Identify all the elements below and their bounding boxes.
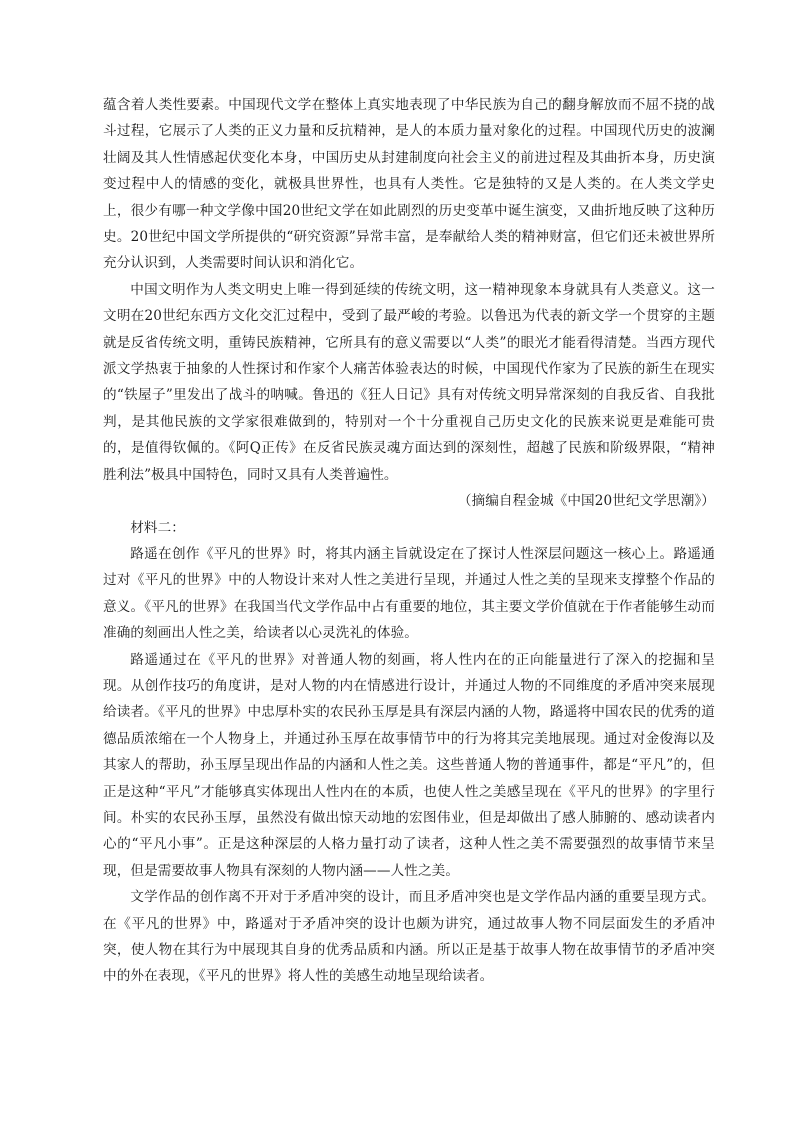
document-page <box>103 92 715 990</box>
paragraph: 路遥通过在《平凡的世界》对普通人物的刻画，将人性内在的正向能量进行了深入的挖掘和呈现。从创作技巧的角度讲，是对人物的内在情感进行设计，并通过人物的不同维度的矛盾冲突来展现给读者。《平凡的世界》中忠厚朴实的农民孙玉厚是具有深层内涵的人物，路遥将中国农民的优秀的道德品质浓缩在一个人物身上，并通过孙玉厚在故事情节中的行为将其完美地展现。通过对金俊海以及其家人的帮助，孙玉厚呈现出作品的内涵和人性之美。这些普通人物的普通事件，都是“平凡”的，但正是这种“平凡”才能够真实体现出人性内在的本质，也使人性之美感呈现在《平凡的世界》的字里行间。朴实的农民孙玉厚，虽然没有做出惊天动地的宏图伟业，但是却做出了感人肺腑的、感动读者内心的“平凡小事”。正是这种深层的人格力量打动了读者，这种人性之美不需要强烈的故事情节来呈现，但是需要故事人物具有深刻的人物内涵——人性之美。 <box>103 651 715 879</box>
source-citation: （摘编自程金城《中国20世纪文学思潮》） <box>457 493 715 510</box>
paragraph: 路遥在创作《平凡的世界》时，将其内涵主旨就设定在了探讨人性深层问题这一核心上。路遥通过对《平凡的世界》中的人物设计来对人性之美进行呈现，并通过人性之美的呈现来支撑整个作品的意义。《平凡的世界》在我国当代文学作品中占有重要的地位，其主要文学价值就在于作者能够生动而准确的刻画出人性之美，给读者以心灵洗礼的体验。 <box>103 545 715 642</box>
paragraph: 文学作品的创作离不开对于矛盾冲突的设计，而且矛盾冲突也是文学作品内涵的重要呈现方式。在《平凡的世界》中，路遥对于矛盾冲突的设计也颇为讲究，通过故事人物不同层面发生的矛盾冲突，使人物在其行为中展现其自身的优秀品质和内涵。所以正是基于故事人物在故事情节的矛盾冲突中的外在表现，《平凡的世界》将人性的美感生动地呈现给读者。 <box>103 889 715 985</box>
paragraph-continued: 蕴含着人类性要素。中国现代文学在整体上真实地表现了中华民族为自己的翻身解放而不屈不挠的战斗过程，它展示了人类的正义力量和反抗精神，是人的本质力量对象化的过程。中国现代历史的波澜壮阔及其人性情感起伏变化本身，中国历史从封建制度向社会主义的前进过程及其曲折本身，历史演变过程中人的情感的变化，就极具世界性，也具有人类性。它是独特的又是人类的。在人类文学史上，很少有哪一种文学像中国20世纪文学在如此剧烈的历史变革中诞生演变，又曲折地反映了这种历史。20世纪中国文学所提供的“研究资源”异常丰富，是奉献给人类的精神财富，但它们还未被世界所充分认识到，人类需要时间认识和消化它。 <box>103 97 715 272</box>
section-heading-material-two: 材料二： <box>130 519 185 536</box>
paragraph: 中国文明作为人类文明史上唯一得到延续的传统文明，这一精神现象本身就具有人类意义。这一文明在20世纪东西方文化交汇过程中，受到了最严峻的考验。以鲁迅为代表的新文学一个贯穿的主题就是反省传统文明，重铸民族精神，它所具有的意义需要以“人类”的眼光才能看得清楚。当西方现代派文学热衷于抽象的人性探讨和作家个人痛苦体验表达的时候，中国现代作家为了民族的新生在现实的“铁屋子”里发出了战斗的呐喊。鲁迅的《狂人日记》具有对传统文明异常深刻的自我反省、自我批判，是其他民族的文学家很难做到的，特别对一个十分重视自己历史文化的民族来说更是难能可贵的，是值得钦佩的。《阿Q正传》在反省民族灵魂方面达到的深刻性，超越了民族和阶级界限，“精神胜利法”极具中国特色，同时又具有人类普遍性。 <box>103 281 715 483</box>
